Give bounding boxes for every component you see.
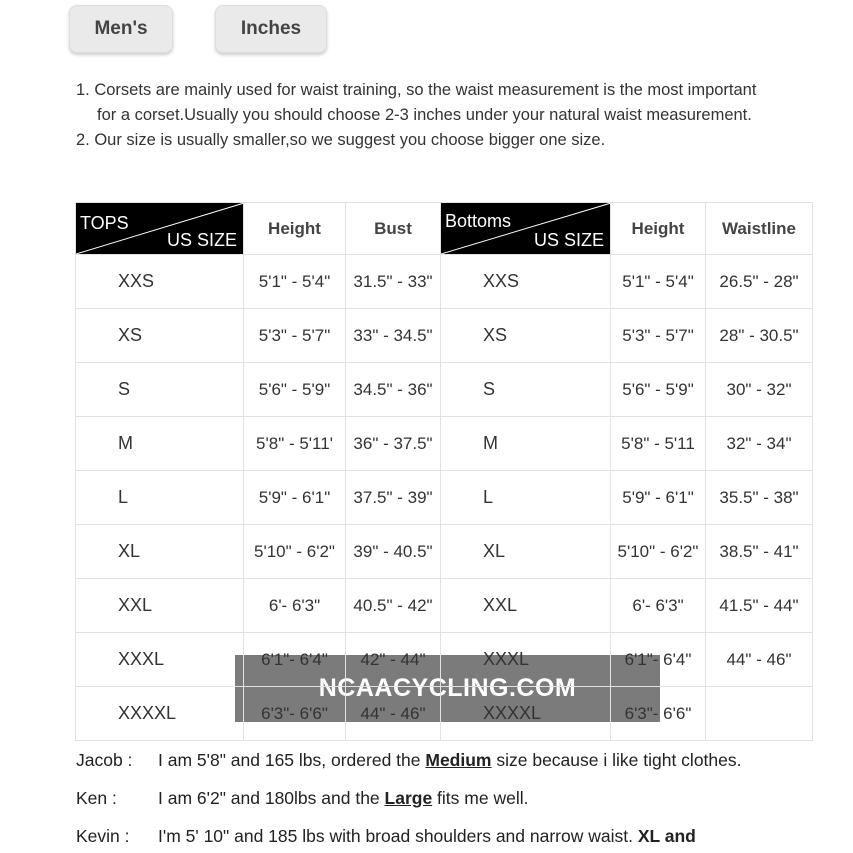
table-row bbox=[76, 363, 813, 417]
bottoms-height-cell: 5'6" - 5'9" bbox=[611, 363, 706, 417]
bust-cell: 34.5" - 36" bbox=[346, 363, 441, 417]
tops-height-cell: 5'6" - 5'9" bbox=[244, 363, 346, 417]
waistline-cell bbox=[706, 687, 813, 741]
bottoms-size-cell: M bbox=[441, 417, 611, 471]
bust-cell: 40.5" - 42" bbox=[346, 579, 441, 633]
review-size: XL and bbox=[637, 826, 696, 846]
bottoms-header bbox=[441, 203, 611, 255]
bust-header: Bust bbox=[346, 203, 441, 255]
waistline-header: Waistline bbox=[706, 203, 813, 255]
bottoms-height-cell: 5'8" - 5'11 bbox=[611, 417, 706, 471]
bottoms-size-cell: XXXXL bbox=[441, 687, 611, 741]
table-row bbox=[76, 255, 813, 309]
bottoms-size-cell: S bbox=[441, 363, 611, 417]
review-kevin bbox=[76, 826, 696, 847]
table-row bbox=[76, 309, 813, 363]
review-text: I am 6'2" and 180lbs and the bbox=[158, 788, 385, 808]
bottoms-height-cell: 5'3" - 5'7" bbox=[611, 309, 706, 363]
review-jacob bbox=[76, 750, 742, 771]
table-row bbox=[76, 633, 813, 687]
waistline-cell: 35.5" - 38" bbox=[706, 471, 813, 525]
tops-height-cell: 5'9" - 6'1" bbox=[244, 471, 346, 525]
table-row bbox=[76, 579, 813, 633]
size-chart-table bbox=[75, 202, 813, 741]
reviewer-name: Jacob : bbox=[76, 750, 133, 770]
mens-button[interactable]: Men's bbox=[69, 5, 173, 53]
tops-height-cell: 6'1"- 6'4" bbox=[244, 633, 346, 687]
tops-size-cell: L bbox=[76, 471, 244, 525]
table-row bbox=[76, 471, 813, 525]
bottoms-size-cell: L bbox=[441, 471, 611, 525]
tops-size-cell: XXXXL bbox=[76, 687, 244, 741]
tops-header bbox=[76, 203, 244, 255]
tops-height-cell: 5'10" - 6'2" bbox=[244, 525, 346, 579]
bottoms-height-cell: 5'1" - 5'4" bbox=[611, 255, 706, 309]
table-row bbox=[76, 417, 813, 471]
bottoms-label: Bottoms bbox=[445, 211, 512, 231]
bust-cell: 33" - 34.5" bbox=[346, 309, 441, 363]
tops-height-header: Height bbox=[244, 203, 346, 255]
tops-size-cell: S bbox=[76, 363, 244, 417]
bottoms-height-cell: 5'10" - 6'2" bbox=[611, 525, 706, 579]
bottoms-height-cell: 6'3"- 6'6" bbox=[611, 687, 706, 741]
bottoms-height-cell: 5'9" - 6'1" bbox=[611, 471, 706, 525]
bottoms-size-cell: XXS bbox=[441, 255, 611, 309]
bust-cell: 36" - 37.5" bbox=[346, 417, 441, 471]
waistline-cell: 38.5" - 41" bbox=[706, 525, 813, 579]
bottoms-size-cell: XXL bbox=[441, 579, 611, 633]
tops-label: TOPS bbox=[80, 213, 129, 233]
review-ken bbox=[76, 788, 528, 809]
reviewer-name: Ken : bbox=[76, 788, 117, 808]
us-size-label: US SIZE bbox=[166, 230, 237, 250]
waistline-cell: 41.5" - 44" bbox=[706, 579, 813, 633]
inches-button[interactable]: Inches bbox=[215, 5, 327, 53]
tops-size-cell: XL bbox=[76, 525, 244, 579]
waistline-cell: 44" - 46" bbox=[706, 633, 813, 687]
bottoms-height-cell: 6'- 6'3" bbox=[611, 579, 706, 633]
tops-height-cell: 6'3"- 6'6" bbox=[244, 687, 346, 741]
table-row bbox=[76, 525, 813, 579]
bust-cell: 37.5" - 39" bbox=[346, 471, 441, 525]
review-size: Medium bbox=[425, 750, 492, 770]
tops-size-cell: XXXL bbox=[76, 633, 244, 687]
bottoms-size-cell: XS bbox=[441, 309, 611, 363]
size-notes bbox=[76, 78, 767, 153]
tops-height-cell: 5'8" - 5'11' bbox=[244, 417, 346, 471]
note-1: 1. Corsets are mainly used for waist training, so the waist measurement is the most important for a corset.Usually you should choose 2-3 inches under your natural waist measurement. bbox=[76, 81, 757, 124]
note-2: 2. Our size is usually smaller,so we suggest you choose bigger one size. bbox=[76, 131, 606, 149]
bottoms-height-cell: 6'1"- 6'4" bbox=[611, 633, 706, 687]
tops-size-cell: M bbox=[76, 417, 244, 471]
tops-size-cell: XS bbox=[76, 309, 244, 363]
review-text: I am 5'8" and 165 lbs, ordered the bbox=[158, 750, 426, 770]
bottoms-size-cell: XL bbox=[441, 525, 611, 579]
tops-height-cell: 5'3" - 5'7" bbox=[244, 309, 346, 363]
table-row bbox=[76, 687, 813, 741]
tops-height-cell: 5'1" - 5'4" bbox=[244, 255, 346, 309]
waistline-cell: 32" - 34" bbox=[706, 417, 813, 471]
tops-size-cell: XXS bbox=[76, 255, 244, 309]
us-size-label: US SIZE bbox=[533, 230, 604, 250]
watermark: NCAACYCLING.COM bbox=[235, 655, 660, 722]
bottoms-height-header: Height bbox=[611, 203, 706, 255]
review-text: fits me well. bbox=[432, 788, 529, 808]
tops-height-cell: 6'- 6'3" bbox=[244, 579, 346, 633]
bust-cell: 44" - 46" bbox=[346, 687, 441, 741]
bottoms-size-cell: XXXL bbox=[441, 633, 611, 687]
review-text: size because i like tight clothes. bbox=[491, 750, 742, 770]
bust-cell: 42" - 44" bbox=[346, 633, 441, 687]
waistline-cell: 30" - 32" bbox=[706, 363, 813, 417]
review-text: I'm 5' 10" and 185 lbs with broad shoulders and narrow waist. bbox=[158, 826, 638, 846]
review-size: Large bbox=[384, 788, 433, 808]
tops-size-cell: XXL bbox=[76, 579, 244, 633]
waistline-cell: 26.5" - 28" bbox=[706, 255, 813, 309]
bust-cell: 31.5" - 33" bbox=[346, 255, 441, 309]
reviewer-name: Kevin : bbox=[76, 826, 130, 846]
waistline-cell: 28" - 30.5" bbox=[706, 309, 813, 363]
bust-cell: 39" - 40.5" bbox=[346, 525, 441, 579]
